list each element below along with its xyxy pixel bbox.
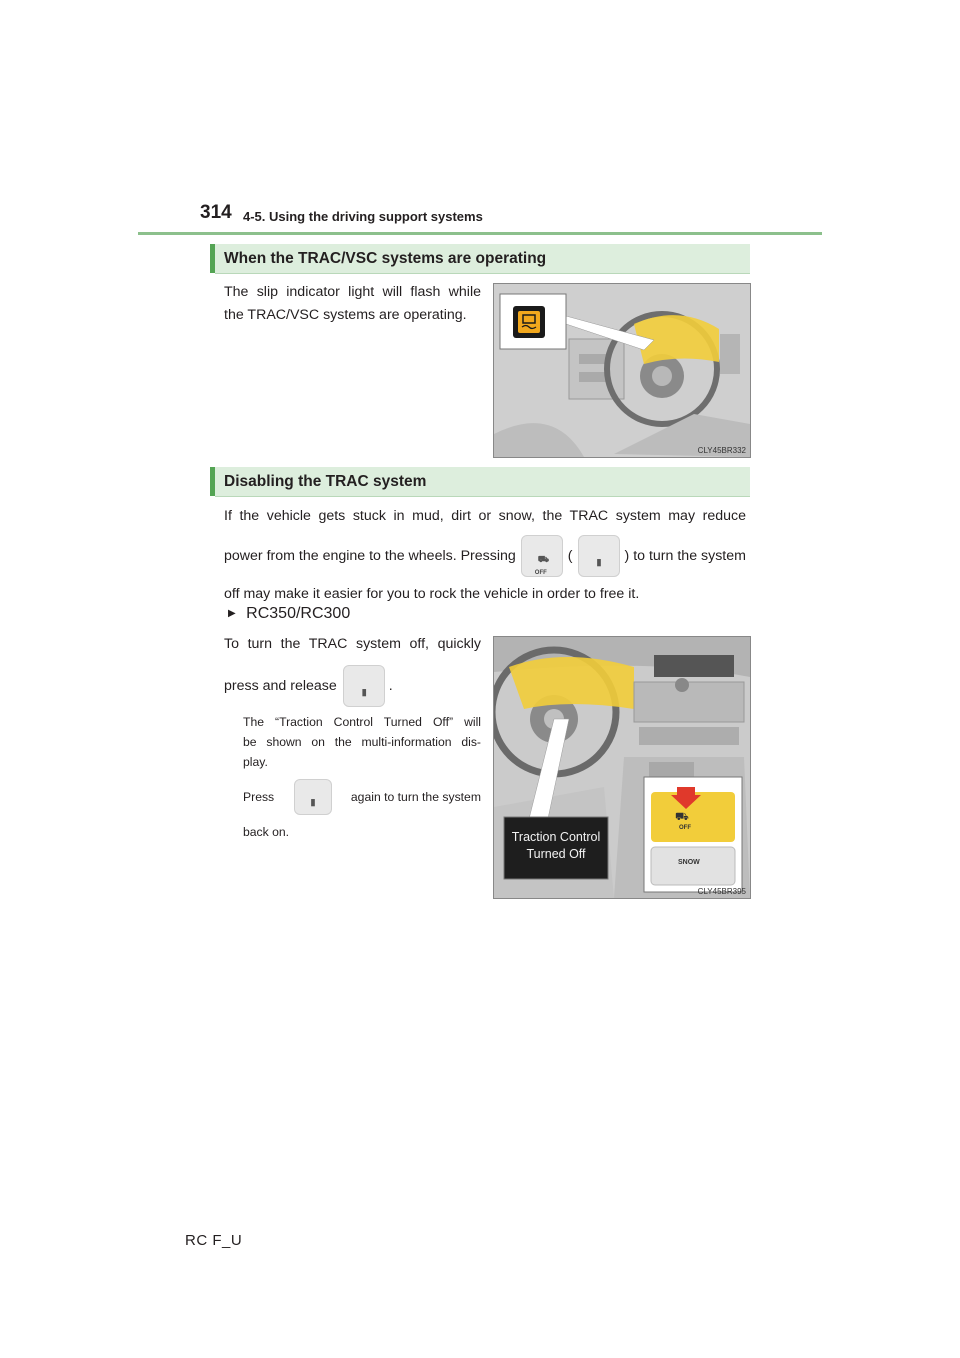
section-heading-disabling-trac: Disabling the TRAC system [210,467,750,496]
step-line2-a: press and release [224,677,337,694]
section2-para-line2-c: ) to turn the system [624,547,746,564]
header-divider [138,232,822,235]
snow-button-icon: ▮ [578,535,620,577]
figure-code: CLY45BR332 [697,446,746,455]
section2-para-line1: If the vehicle gets stuck in mud, dirt or snow, the TRAC system may reduce [224,508,746,524]
section2-para-line2-a: power from the engine to the wheels. Pressing [224,547,516,564]
note1-line2: be shown on the multi-information dis- [243,735,481,749]
note2-line2: back on. [243,825,290,839]
section2-steps [224,633,481,708]
trac-off-switch-glyph: ⛟ [675,811,689,823]
model-subheading [228,605,350,623]
section2-para-line2-b: ( [567,547,573,564]
section1-text-line2: the TRAC/VSC systems are operating. [224,307,467,323]
section1-text [224,281,481,327]
snow-button-icon: ▮ [343,665,385,707]
note2-line1 [243,778,481,816]
step-line1: To turn the TRAC system off, quickly [224,636,481,652]
figure-slip-indicator-dashboard [493,283,751,458]
section-path: 4-5. Using the driving support systems [243,209,483,224]
snow-button-icon: ▮ [294,779,332,815]
snow-label: SNOW [678,859,700,866]
step-line2-b: . [388,677,393,694]
figure-code: CLY45BR395 [697,887,746,896]
figure-trac-off-switch-location [493,636,751,899]
section2-para-line3: off may make it easier for you to rock the vehicle in order to free it. [224,586,640,602]
note-traction-control [243,712,481,842]
display-callout [504,829,608,863]
display-callout-line1: Traction Control [511,830,601,844]
note1-line1: The “Traction Control Turned Off” will [243,715,481,729]
section-heading-trac-vsc-operating: When the TRAC/VSC systems are operating [210,244,750,273]
section2-paragraph [224,505,746,606]
model-subheading-text: RC350/RC300 [246,605,351,622]
dashboard-illustration [494,284,750,457]
switch-off-label: OFF [679,825,691,831]
note2-b: again to turn the system [350,790,481,804]
off-label: OFF [534,570,547,576]
step-line2 [224,664,481,708]
section2-para-line2 [224,535,746,577]
section1-text-line1: The slip indicator light will flash while [224,284,481,300]
bullet-arrow-icon: ▶ [228,608,236,619]
note1-line3: play. [243,755,268,769]
display-callout-line2: Turned Off [526,847,586,861]
note2-a: Press [243,790,275,804]
trac-off-button-icon: ⛟ OFF [521,535,563,577]
page-number: 314 [200,202,232,223]
footer-model-code: RC F_U [185,1232,243,1249]
